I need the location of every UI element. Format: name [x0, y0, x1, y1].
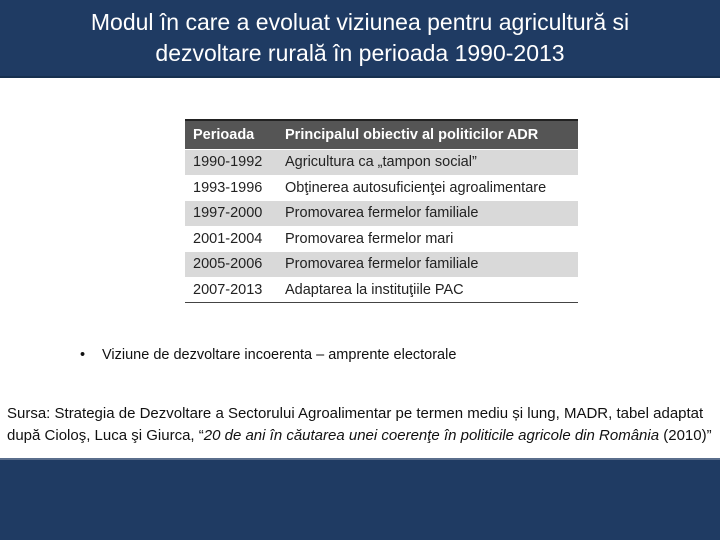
- table-row: [185, 252, 578, 278]
- table-row: [185, 201, 578, 227]
- source-citation: [7, 403, 717, 446]
- footer-bar: [0, 458, 720, 540]
- slide-title: Modul în care a evoluat viziunea pentru agricultură si dezvoltare rurală în perioada 1990-2013: [90, 9, 630, 66]
- cell-objective: Agricultura ca „tampon social”: [277, 150, 578, 176]
- bullet-text: Viziune de dezvoltare incoerenta – amprente electorale: [102, 347, 457, 363]
- cell-period: 2001-2004: [185, 226, 277, 252]
- cell-period: 1990-1992: [185, 150, 277, 176]
- table-row: [185, 175, 578, 201]
- source-prefix: Sursa: Strategia de Dezvoltare a Sectorului Agroalimentar pe termen mediu și lung, MADR, tabel adaptat după Cioloş, Luca şi Giurca, “: [7, 405, 704, 444]
- cell-objective: Promovarea fermelor mari: [277, 226, 578, 252]
- bullet-icon: •: [80, 347, 86, 363]
- header-objective: Principalul obiectiv al politicilor ADR: [277, 120, 578, 150]
- table-row: [185, 226, 578, 252]
- cell-objective: Promovarea fermelor familiale: [277, 252, 578, 278]
- cell-objective: Obţinerea autosuficienţei agroalimentare: [277, 175, 578, 201]
- cell-period: 2005-2006: [185, 252, 277, 278]
- header-period: Perioada: [185, 120, 277, 150]
- source-title-italic: 20 de ani în căutarea unei coerenţe în politicile agricole din România: [203, 426, 660, 444]
- cell-period: 2007-2013: [185, 277, 277, 303]
- bullet-point: [80, 347, 456, 363]
- cell-period: 1993-1996: [185, 175, 277, 201]
- title-bar: [0, 0, 720, 78]
- policy-table: [185, 119, 578, 303]
- cell-period: 1997-2000: [185, 201, 277, 227]
- policy-table-container: [185, 119, 578, 303]
- source-suffix: (2010)”: [659, 426, 712, 444]
- table-header-row: [185, 120, 578, 150]
- cell-objective: Adaptarea la instituţiile PAC: [277, 277, 578, 303]
- cell-objective: Promovarea fermelor familiale: [277, 201, 578, 227]
- table-row: [185, 150, 578, 176]
- table-row: [185, 277, 578, 303]
